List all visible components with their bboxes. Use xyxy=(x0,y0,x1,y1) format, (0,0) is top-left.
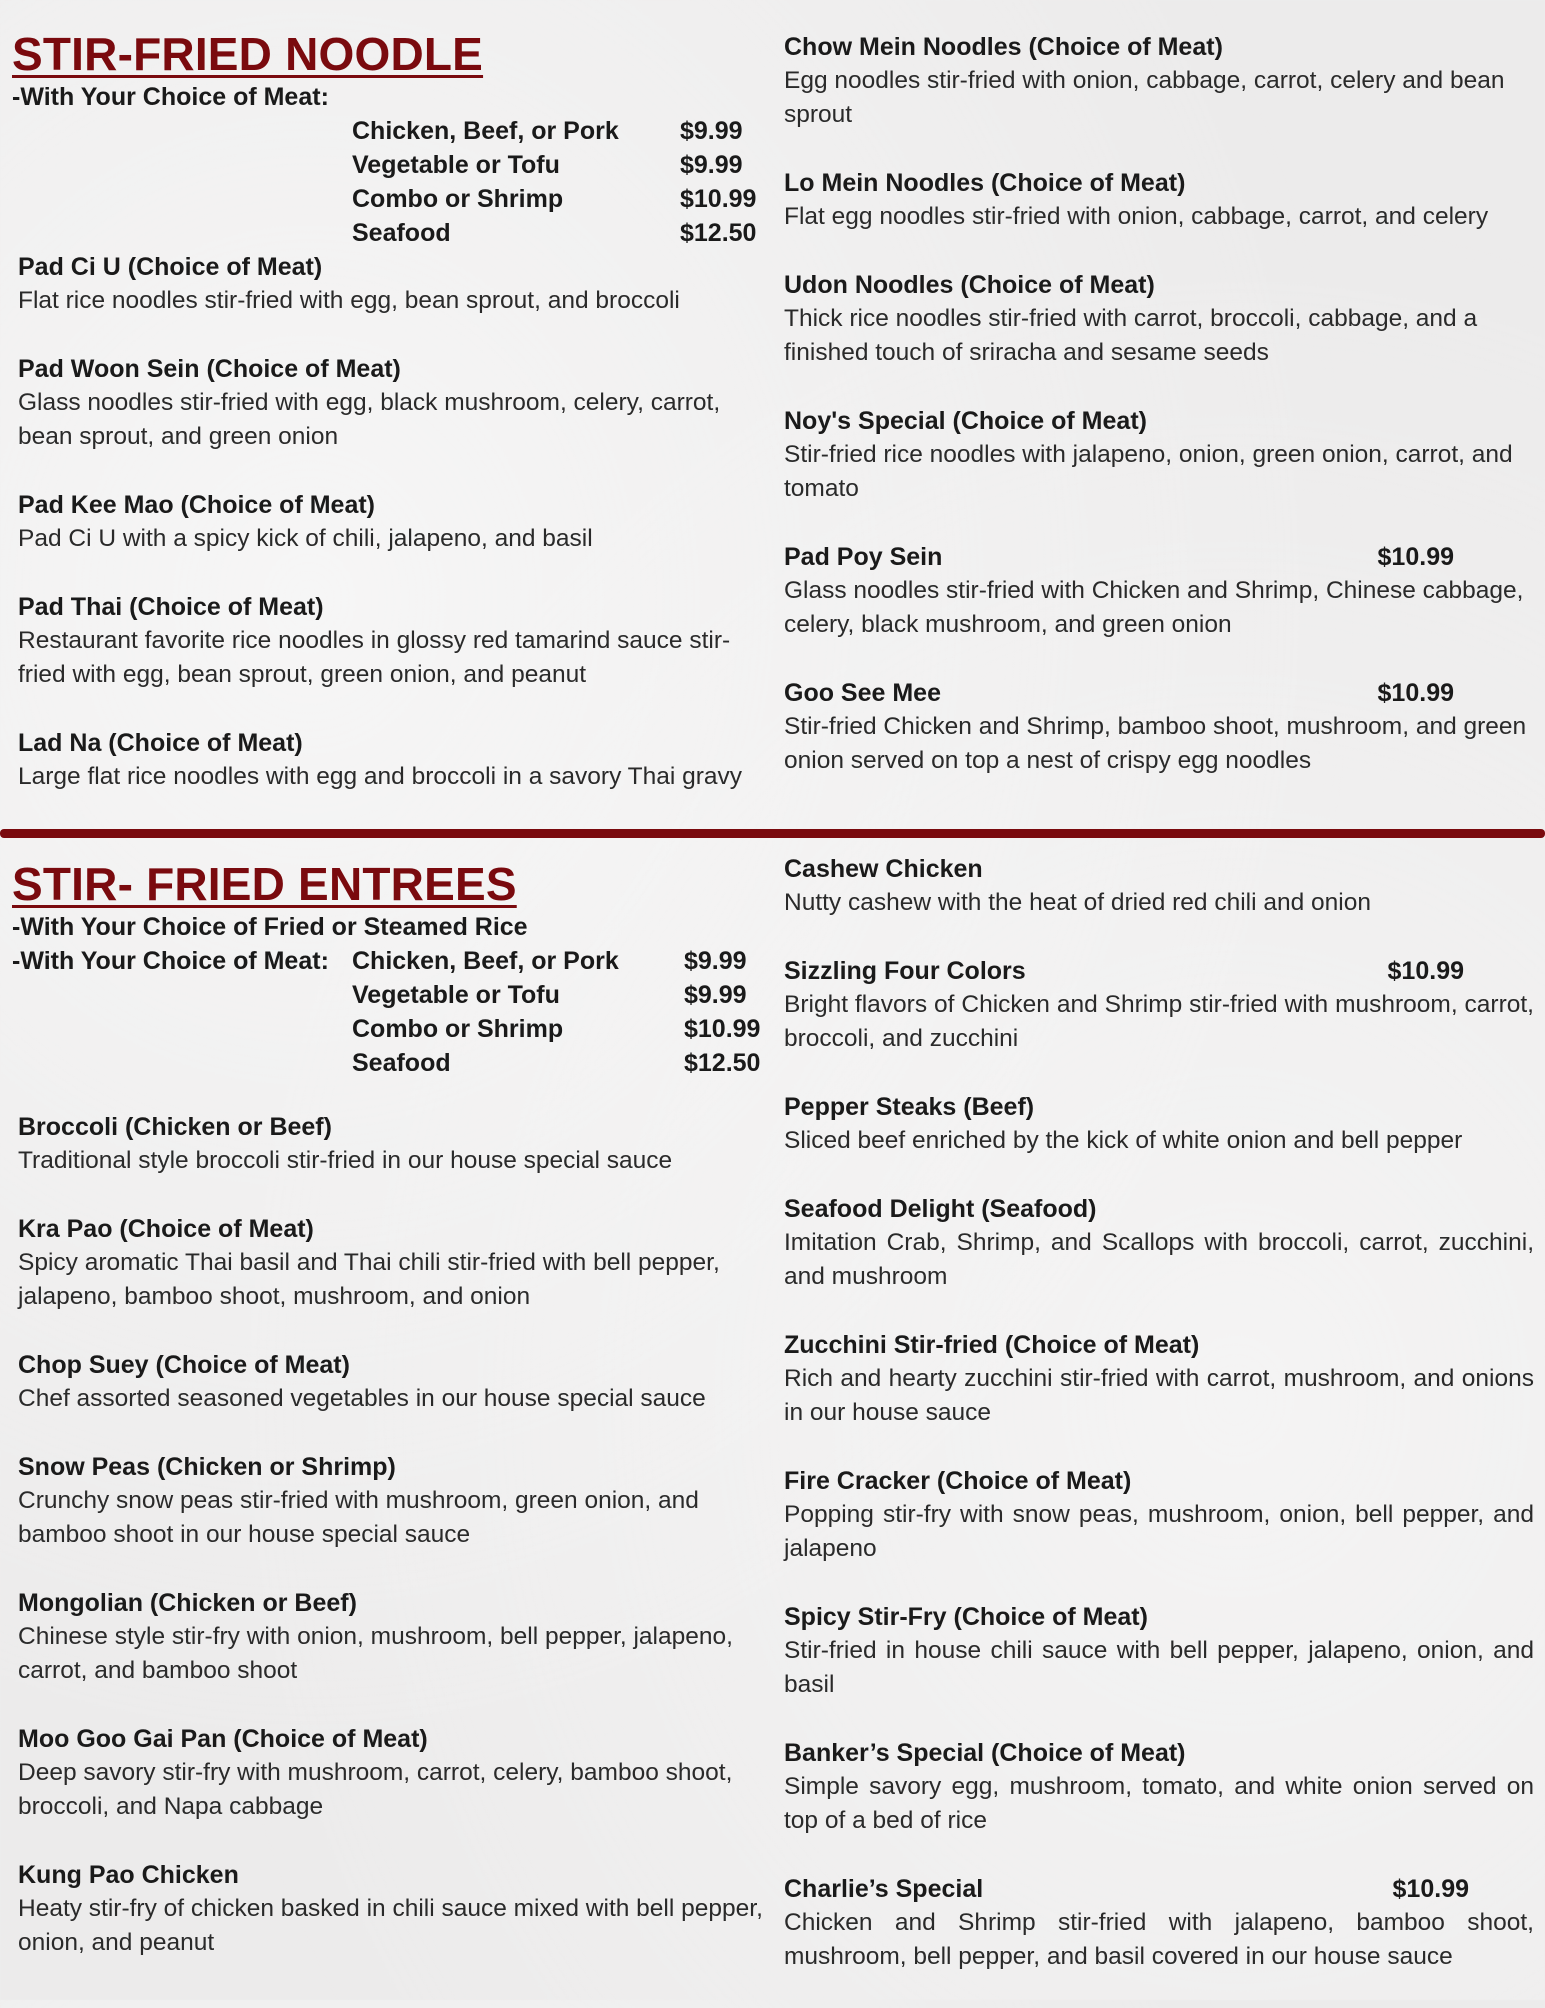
price-row xyxy=(352,182,756,216)
menu-item-desc: Restaurant favorite rice noodles in glossy red tamarind sauce stir-fried with egg, bean sprout, green onion, and peanut xyxy=(18,627,731,688)
menu-item-name: Chow Mein Noodles (Choice of Meat) xyxy=(784,33,1223,61)
menu-item-desc: Flat egg noodles stir-fried with onion, cabbage, carrot, and celery xyxy=(784,203,1489,230)
price-value: $12.50 xyxy=(684,1049,761,1077)
menu-item-name: Chop Suey (Choice of Meat) xyxy=(18,1351,350,1379)
menu-item xyxy=(18,1348,767,1416)
price-label: Chicken, Beef, or Pork xyxy=(352,117,619,145)
menu-item-desc: Crunchy snow peas stir-fried with mushroom, green onion, and bamboo shoot in our house special sauce xyxy=(18,1487,699,1548)
menu-item-price: $10.99 xyxy=(1392,1875,1469,1903)
menu-item-desc: Glass noodles stir-fried with Chicken and Shrimp, Chinese cabbage, celery, black mushroom, and green onion xyxy=(784,577,1524,638)
noodle-section xyxy=(0,0,1545,830)
entrees-rice-choice-line: -With Your Choice of Fried or Steamed Rice xyxy=(12,913,528,941)
menu-item xyxy=(18,1722,767,1824)
price-value: $9.99 xyxy=(684,947,747,975)
entrees-meat-choice-line: -With Your Choice of Meat: xyxy=(12,947,329,975)
price-row xyxy=(352,216,756,250)
menu-item-desc: Simple savory egg, mushroom, tomato, and white onion served on top of a bed of rice xyxy=(784,1773,1534,1834)
menu-item-desc: Popping stir-fry with snow peas, mushroom, onion, bell pepper, and jalapeno xyxy=(784,1501,1534,1562)
noodle-right-column xyxy=(784,30,1534,812)
menu-item-name: Snow Peas (Chicken or Shrimp) xyxy=(18,1453,396,1481)
menu-item xyxy=(784,166,1534,234)
menu-item-price: $10.99 xyxy=(1377,543,1454,571)
menu-item-name: Pad Woon Sein (Choice of Meat) xyxy=(18,355,401,383)
price-row xyxy=(352,1046,760,1080)
menu-item-desc: Glass noodles stir-fried with egg, black mushroom, celery, carrot, bean sprout, and green onion xyxy=(18,389,721,450)
menu-item-name: Seafood Delight (Seafood) xyxy=(784,1195,1097,1223)
menu-item xyxy=(784,1736,1534,1838)
menu-item-name: Lo Mein Noodles (Choice of Meat) xyxy=(784,169,1186,197)
menu-item-name: Noy's Special (Choice of Meat) xyxy=(784,407,1147,435)
menu-item xyxy=(18,488,767,556)
menu-item-name: Pad Kee Mao (Choice of Meat) xyxy=(18,491,375,519)
entrees-right-column xyxy=(784,852,1534,2008)
section-divider xyxy=(0,829,1545,838)
menu-item xyxy=(18,590,767,692)
entrees-price-table xyxy=(352,944,760,1080)
price-row xyxy=(352,114,756,148)
price-label: Seafood xyxy=(352,219,451,247)
menu-item-name: Goo See Mee xyxy=(784,679,941,707)
entrees-section xyxy=(0,838,1545,2000)
menu-item-name: Zucchini Stir-fried (Choice of Meat) xyxy=(784,1331,1200,1359)
menu-item-name: Pad Ci U (Choice of Meat) xyxy=(18,253,323,281)
price-row xyxy=(352,1012,760,1046)
noodle-price-table xyxy=(352,114,756,250)
menu-item xyxy=(784,540,1534,642)
menu-item-name: Broccoli (Chicken or Beef) xyxy=(18,1113,332,1141)
menu-item xyxy=(784,1192,1534,1294)
menu-item xyxy=(18,250,767,318)
menu-item-desc: Stir-fried in house chili sauce with bell pepper, jalapeno, onion, and basil xyxy=(784,1637,1534,1698)
menu-item-desc: Nutty cashew with the heat of dried red chili and onion xyxy=(784,889,1371,916)
menu-item xyxy=(784,1600,1534,1702)
menu-item xyxy=(18,1858,767,1960)
price-label: Combo or Shrimp xyxy=(352,185,564,213)
entrees-left-column xyxy=(12,858,767,1994)
menu-item-desc: Bright flavors of Chicken and Shrimp stir-fried with mushroom, carrot, broccoli, and zucchini xyxy=(784,991,1534,1052)
menu-item-name: Mongolian (Chicken or Beef) xyxy=(18,1589,357,1617)
price-row xyxy=(352,978,760,1012)
menu-item-name: Kra Pao (Choice of Meat) xyxy=(18,1215,314,1243)
menu-item-desc: Imitation Crab, Shrimp, and Scallops with broccoli, carrot, zucchini, and mushroom xyxy=(784,1229,1534,1290)
price-row xyxy=(352,944,760,978)
noodle-title: STIR-FRIED NOODLE xyxy=(12,28,484,80)
menu-item xyxy=(18,352,767,454)
menu-item-name: Cashew Chicken xyxy=(784,855,983,883)
price-value: $9.99 xyxy=(684,981,747,1009)
menu-item-desc: Stir-fried rice noodles with jalapeno, onion, green onion, carrot, and tomato xyxy=(784,441,1513,502)
menu-item xyxy=(784,1328,1534,1430)
menu-item-name: Spicy Stir-Fry (Choice of Meat) xyxy=(784,1603,1148,1631)
menu-item-desc: Pad Ci U with a spicy kick of chili, jalapeno, and basil xyxy=(18,525,593,552)
menu-item-name: Sizzling Four Colors xyxy=(784,957,1026,985)
menu-item xyxy=(784,1090,1534,1158)
menu-item-desc: Chicken and Shrimp stir-fried with jalapeno, bamboo shoot, mushroom, bell pepper, and basil covered in our house sauce xyxy=(784,1909,1534,1970)
menu-item-desc: Stir-fried Chicken and Shrimp, bamboo shoot, mushroom, and green onion served on top a nest of crispy egg noodles xyxy=(784,713,1527,774)
price-value: $9.99 xyxy=(680,117,743,145)
price-value: $12.50 xyxy=(680,219,757,247)
price-label: Combo or Shrimp xyxy=(352,1015,564,1043)
menu-item-desc: Large flat rice noodles with egg and broccoli in a savory Thai gravy xyxy=(18,763,743,790)
menu-item xyxy=(784,268,1534,370)
menu-item-desc: Spicy aromatic Thai basil and Thai chili stir-fried with bell pepper, jalapeno, bamboo shoot, mushroom, and onion xyxy=(18,1249,720,1310)
menu-item-name: Pepper Steaks (Beef) xyxy=(784,1093,1035,1121)
menu-item-price: $10.99 xyxy=(1377,679,1454,707)
menu-item xyxy=(18,1586,767,1688)
menu-item xyxy=(18,1212,767,1314)
price-value: $10.99 xyxy=(680,185,757,213)
menu-item xyxy=(784,954,1534,1056)
menu-item-name: Udon Noodles (Choice of Meat) xyxy=(784,271,1155,299)
price-label: Vegetable or Tofu xyxy=(352,981,560,1009)
menu-item-name: Kung Pao Chicken xyxy=(18,1861,239,1889)
menu-item-desc: Egg noodles stir-fried with onion, cabbage, carrot, celery and bean sprout xyxy=(784,67,1505,128)
menu-item-desc: Chef assorted seasoned vegetables in our house special sauce xyxy=(18,1385,706,1412)
price-value: $9.99 xyxy=(680,151,743,179)
entrees-price-block xyxy=(12,944,767,1080)
menu-item-desc: Deep savory stir-fry with mushroom, carrot, celery, bamboo shoot, broccoli, and Napa cabbage xyxy=(18,1759,733,1820)
menu-item-desc: Flat rice noodles stir-fried with egg, bean sprout, and broccoli xyxy=(18,287,680,314)
menu-item xyxy=(784,1464,1534,1566)
menu-item xyxy=(784,1872,1534,1974)
menu-item xyxy=(18,726,767,794)
menu-item-name: Pad Thai (Choice of Meat) xyxy=(18,593,324,621)
menu-item-name: Lad Na (Choice of Meat) xyxy=(18,729,303,757)
menu-item-name: Fire Cracker (Choice of Meat) xyxy=(784,1467,1132,1495)
entrees-title: STIR- FRIED ENTREES xyxy=(12,858,517,910)
menu-item-desc: Rich and hearty zucchini stir-fried with carrot, mushroom, and onions in our house sauce xyxy=(784,1365,1534,1426)
menu-item-price: $10.99 xyxy=(1387,957,1464,985)
menu-item-desc: Heaty stir-fry of chicken basked in chili sauce mixed with bell pepper, onion, and peanut xyxy=(18,1895,763,1956)
price-label: Seafood xyxy=(352,1049,451,1077)
menu-item-desc: Thick rice noodles stir-fried with carrot, broccoli, cabbage, and a finished touch of sriracha and sesame seeds xyxy=(784,305,1478,366)
entrees-left-items xyxy=(12,1110,767,1960)
menu-item-desc: Traditional style broccoli stir-fried in our house special sauce xyxy=(18,1147,673,1174)
menu-item xyxy=(784,404,1534,506)
menu-item-name: Moo Goo Gai Pan (Choice of Meat) xyxy=(18,1725,428,1753)
menu-item-name: Banker’s Special (Choice of Meat) xyxy=(784,1739,1186,1767)
menu-item-desc: Chinese style stir-fry with onion, mushroom, bell pepper, jalapeno, carrot, and bamboo shoot xyxy=(18,1623,733,1684)
menu-item xyxy=(784,852,1534,920)
menu-item-name: Pad Poy Sein xyxy=(784,543,943,571)
menu-item xyxy=(18,1450,767,1552)
price-row xyxy=(352,148,756,182)
menu-item xyxy=(18,1110,767,1178)
noodle-meat-choice-line: -With Your Choice of Meat: xyxy=(12,83,329,111)
menu-item xyxy=(784,30,1534,132)
price-label: Chicken, Beef, or Pork xyxy=(352,947,619,975)
price-value: $10.99 xyxy=(684,1015,761,1043)
noodle-left-items xyxy=(12,250,767,794)
menu-item-desc: Sliced beef enriched by the kick of white onion and bell pepper xyxy=(784,1127,1463,1154)
price-label: Vegetable or Tofu xyxy=(352,151,560,179)
noodle-left-column xyxy=(12,28,767,828)
menu-item xyxy=(784,676,1534,778)
menu-item-name: Charlie’s Special xyxy=(784,1875,984,1903)
